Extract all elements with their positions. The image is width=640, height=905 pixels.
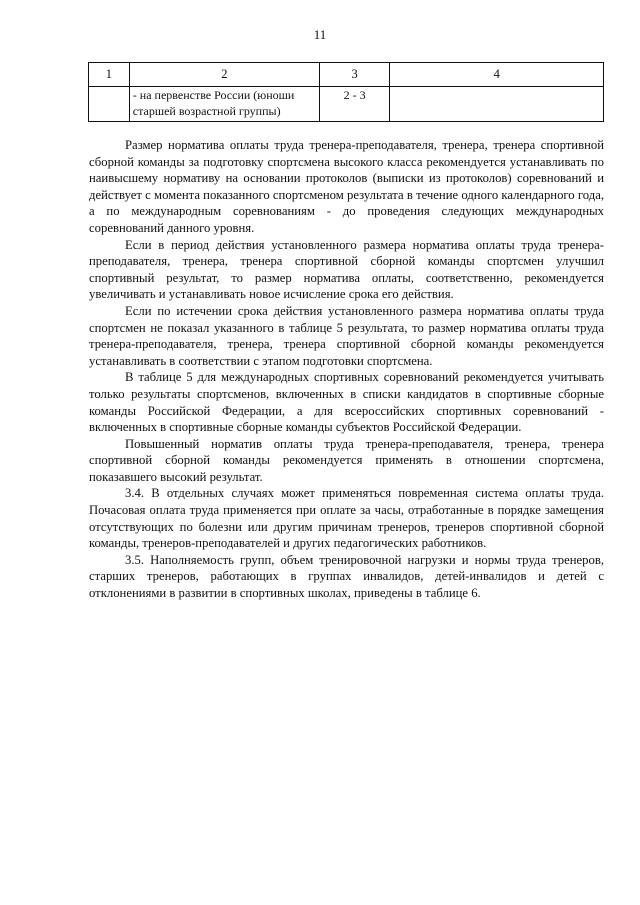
page-number: 11 bbox=[313, 27, 327, 42]
table-row bbox=[89, 87, 604, 122]
paragraph: 3.5. Наполняемость групп, объем тренировочной нагрузки и нормы труда тренеров, старших тренеров, работающих в группах инвалидов, детей-инвалидов и детей с отклонениями в развитии в спортивных школах, приведены в таблице 6. bbox=[89, 552, 604, 601]
continuation-table bbox=[88, 62, 604, 122]
table-cell: - на первенстве России (юноши старшей возрастной группы) bbox=[129, 87, 319, 122]
paragraph: Если по истечении срока действия установленного размера норматива оплаты труда спортсмен не показал указанного в таблице 5 результата, то размер норматива оплаты труда тренера-преподавателя, тренера, тренера спортивной сборной команды рекомендуется устанавливать в соответствии с этапом подготовки спортсмена. bbox=[89, 303, 604, 368]
table-header-cell: 1 bbox=[89, 63, 130, 87]
paragraph: Если в период действия установленного размера норматива оплаты труда тренера-преподавателя, тренера, тренера спортивной сборной команды спортсмен улучшил спортивный результат, то размер норматива оплаты, соответственно, рекомендуется увеличивать и устанавливать новое исчисление срока его действия. bbox=[89, 237, 604, 302]
paragraph: Размер норматива оплаты труда тренера-преподавателя, тренера, тренера спортивной сборной команды за подготовку спортсмена высокого класса рекомендуется устанавливать по наивысшему нормативу на основании протоколов (выписки из протоколов) соревнований и действует с момента показанного спортсменом результата в течение одного календарного года, а по международным соревнованиям - до проведения следующих международных соревнований данного уровня. bbox=[89, 138, 604, 235]
paragraph: Повышенный норматив оплаты труда тренера-преподавателя, тренера, тренера спортивной сборной команды рекомендуется применять в отношении спортсмена, показавшего высокий результат. bbox=[89, 436, 604, 484]
table-cell bbox=[390, 87, 604, 122]
table-cell: 2 - 3 bbox=[319, 87, 390, 122]
table-header-cell: 4 bbox=[390, 63, 604, 87]
table-header-row bbox=[89, 63, 604, 87]
paragraph: В таблице 5 для международных спортивных соревнований рекомендуется учитывать только результаты спортсменов, включенных в списки кандидатов в спортивные сборные команды Российской Федерации, а для всероссийских спортивных соревнований - включенных в спортивные сборные команды субъектов Российской Федерации. bbox=[89, 370, 604, 435]
table-header-cell: 3 bbox=[319, 63, 390, 87]
body-text bbox=[89, 137, 604, 602]
paragraph: 3.4. В отдельных случаях может применяться повременная система оплаты труда. Почасовая оплата труда применяется при оплате за часы, отработанные в порядке замещения отсутствующих по болезни или другим причинам тренеров, тренеров спортивной сборной команды, тренеров-преподавателей и других педагогических работников. bbox=[89, 486, 604, 551]
table-cell bbox=[89, 87, 130, 122]
table-header-cell: 2 bbox=[129, 63, 319, 87]
